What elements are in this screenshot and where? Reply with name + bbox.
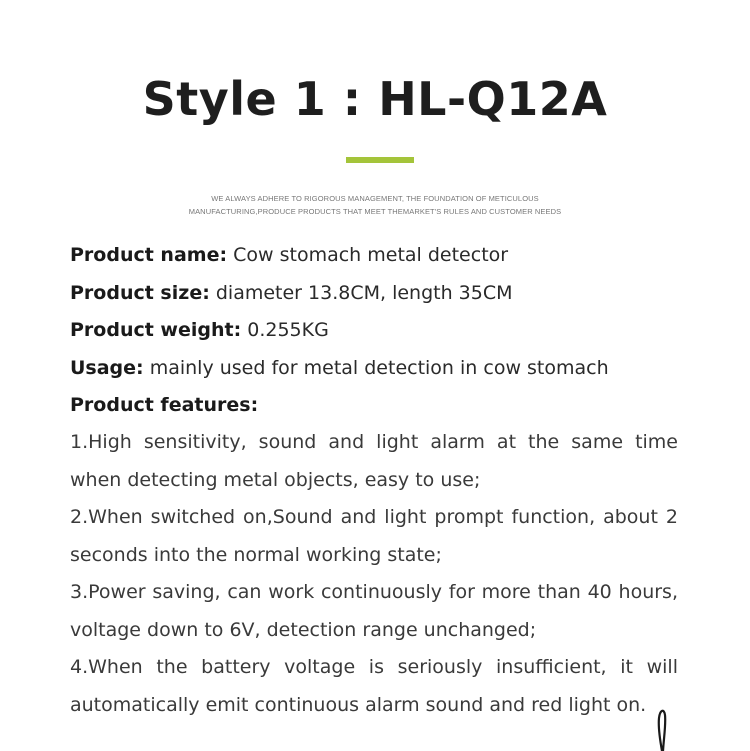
tagline-line-2: MANUFACTURING,PRODUCE PRODUCTS THAT MEET THEMARKET'S RULES AND CUSTOMER NEEDS	[188, 207, 562, 216]
spec-value-usage: mainly used for metal detection in cow stomach	[149, 356, 609, 379]
spec-value-weight: 0.255KG	[247, 319, 329, 341]
feature-item: 4.When the battery voltage is seriously insufficient, it will automatically emit continuous alarm sound and red light on.	[70, 656, 678, 716]
feature-item: 3.Power saving, can work continuously for more than 40 hours, voltage down to 6V, detection range unchanged;	[70, 581, 678, 641]
tagline-line-1: WE ALWAYS ADHERE TO RIGOROUS MANAGEMENT, THE FOUNDATION OF METICULOUS	[211, 194, 539, 203]
spec-row-features-heading	[70, 387, 680, 425]
spec-value-size: diameter 13.8CM, length 35CM	[215, 281, 513, 304]
spec-value-name: Cow stomach metal detector	[233, 244, 509, 266]
page-title: Style 1 : HL-Q12A	[142, 72, 608, 126]
feature-item: 2.When switched on,Sound and light prompt function, about 2 seconds into the normal working state;	[70, 506, 678, 566]
title-accent-bar	[346, 157, 414, 163]
spec-row-size	[70, 275, 680, 313]
feature-item: 1.High sensitivity, sound and light alarm at the same time when detecting metal objects, easy to use;	[70, 431, 678, 491]
detector-cable-image	[648, 706, 672, 751]
tagline	[0, 192, 750, 218]
spec-row-usage	[70, 350, 680, 388]
spec-row-name	[70, 237, 680, 275]
spec-label-weight: Product weight:	[70, 319, 242, 341]
spec-label-usage: Usage:	[70, 356, 144, 379]
features-heading: Product features:	[70, 394, 259, 416]
spec-row-weight	[70, 312, 680, 350]
product-specs	[70, 237, 680, 425]
feature-list	[70, 424, 678, 724]
spec-label-size: Product size:	[70, 281, 210, 304]
spec-label-name: Product name:	[70, 244, 228, 266]
